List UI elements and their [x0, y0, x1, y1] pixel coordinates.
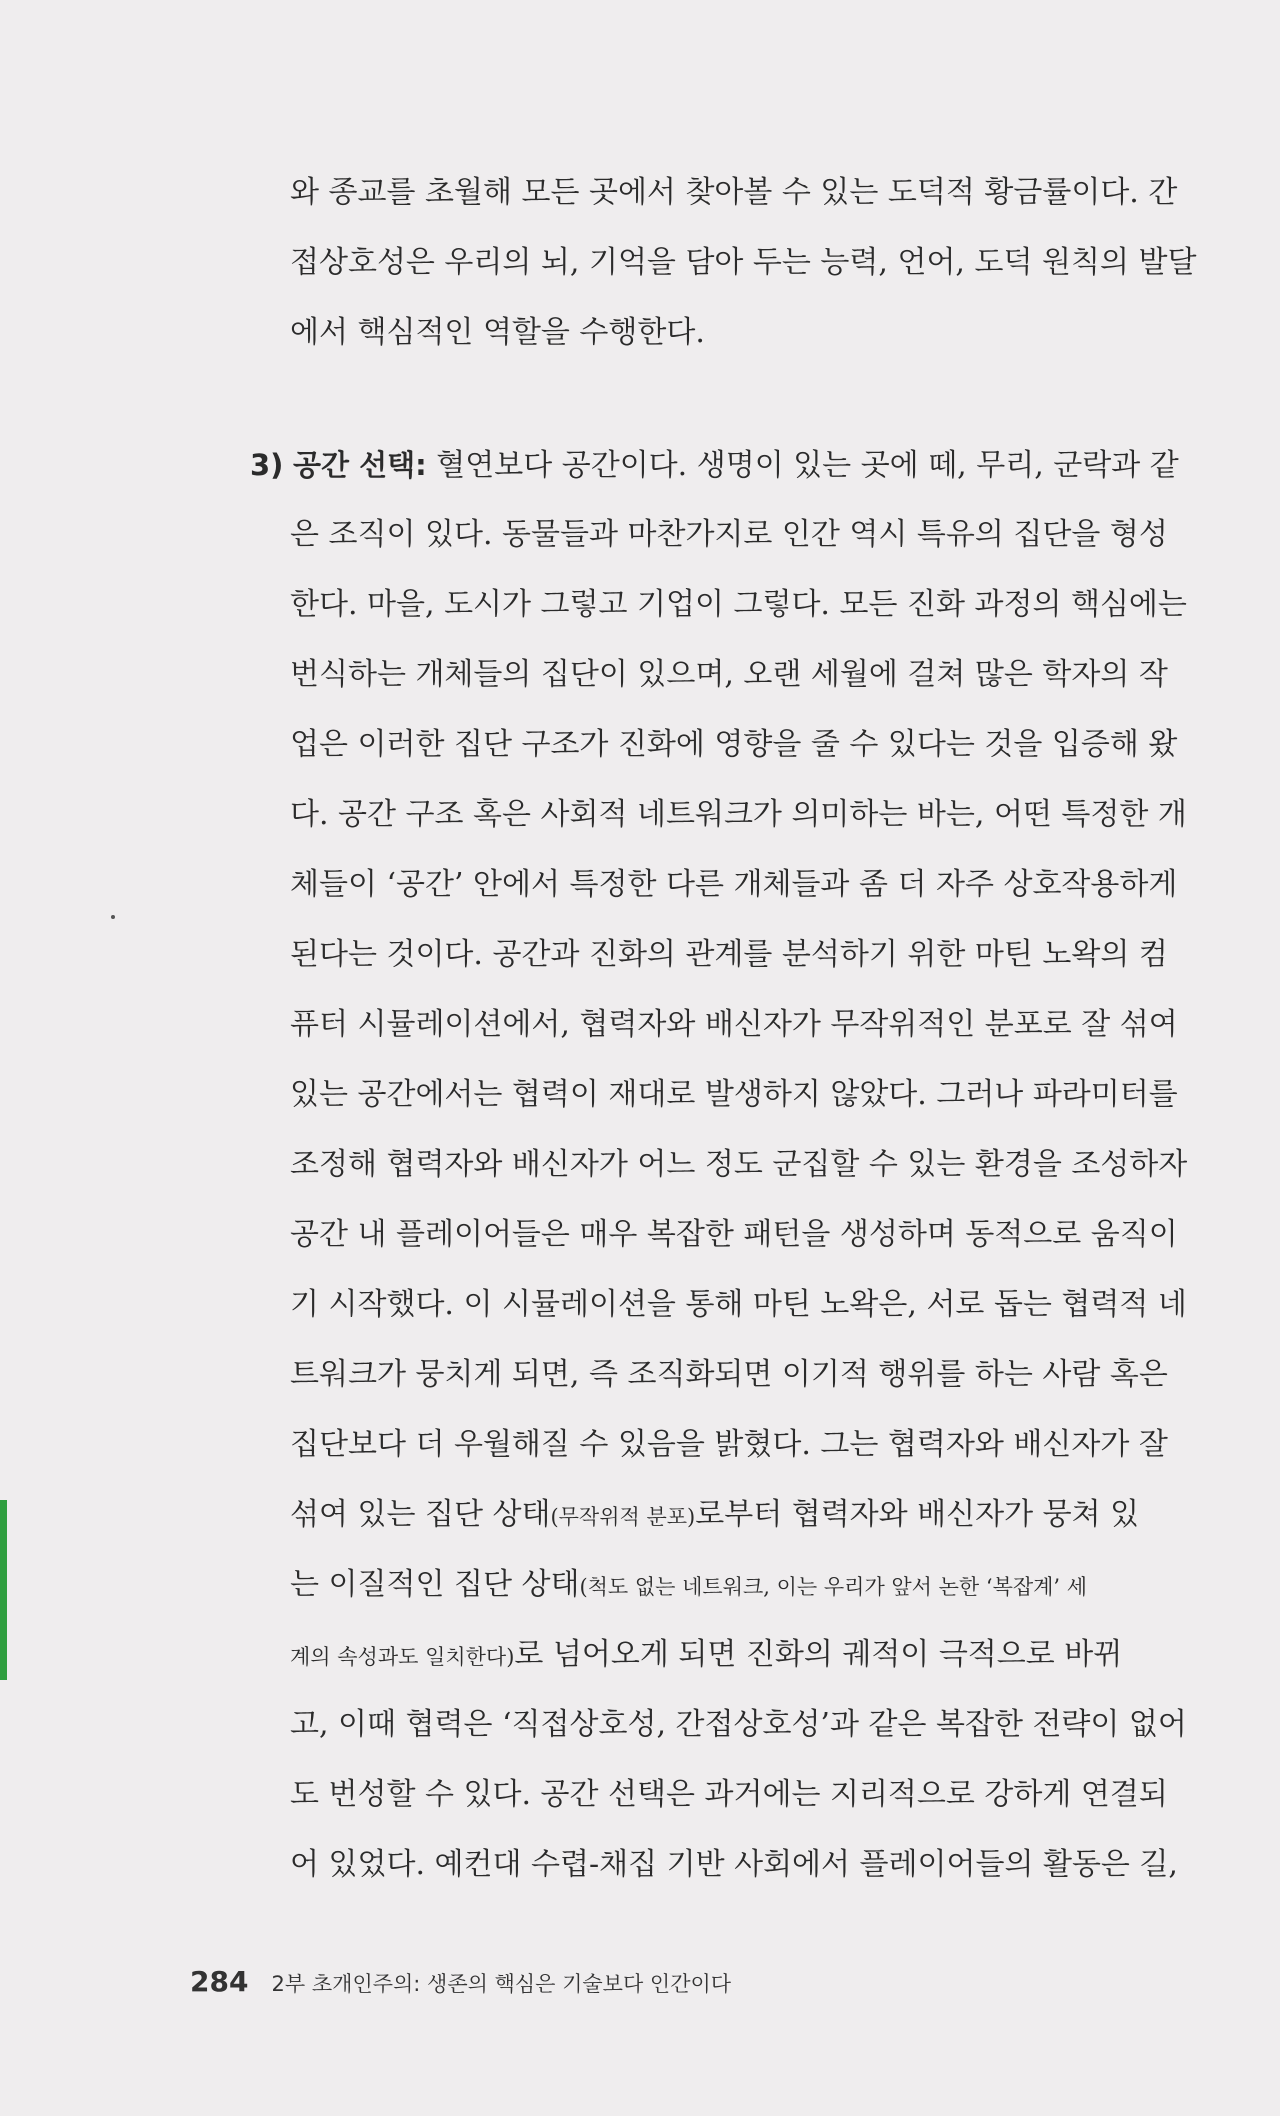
- spine-color-accent: [0, 1500, 7, 1680]
- text-line: 접상호성은 우리의 뇌, 기억을 담아 두는 능력, 언어, 도덕 원칙의 발달: [290, 245, 1197, 280]
- text-line: 있는 공간에서는 협력이 재대로 발생하지 않았다. 그러나 파라미터를: [290, 1077, 1178, 1112]
- text-line: 도 번성할 수 있다. 공간 선택은 과거에는 지리적으로 강하게 연결되: [290, 1777, 1168, 1812]
- lead-paragraph: [290, 158, 1197, 368]
- text-line: 에서 핵심적인 역할을 수행한다.: [290, 315, 705, 350]
- text-line-with-note: [250, 1480, 1170, 1550]
- item-number: 3): [250, 448, 284, 482]
- text-run: 로부터 협력자와 배신자가 뭉쳐 있: [695, 1497, 1140, 1532]
- text-line: 기 시작했다. 이 시뮬레이션을 통해 마틴 노왁은, 서로 돕는 협력적 네: [290, 1287, 1187, 1322]
- text-line: 체들이 ‘공간’ 안에서 특정한 다른 개체들과 좀 더 자주 상호작용하게: [290, 867, 1178, 902]
- text-run: 섞여 있는 집단 상태: [290, 1497, 551, 1532]
- item-first-line: [250, 430, 1179, 500]
- text-line: 업은 이러한 집단 구조가 진화에 영향을 줄 수 있다는 것을 입증해 왔: [290, 727, 1178, 762]
- text-line: 번식하는 개체들의 집단이 있으며, 오랜 세월에 걸쳐 많은 학자의 작: [290, 657, 1168, 692]
- text-line: 된다는 것이다. 공간과 진화의 관계를 분석하기 위한 마틴 노왁의 컴: [290, 937, 1168, 972]
- running-head: 2부 초개인주의: 생존의 핵심은 기술보다 인간이다: [271, 1972, 732, 1996]
- text-line: 와 종교를 초월해 모든 곳에서 찾아볼 수 있는 도덕적 황금률이다. 간: [290, 175, 1178, 210]
- text-line: 고, 이때 협력은 ‘직접상호성, 간접상호성’과 같은 복잡한 전략이 없어: [290, 1707, 1187, 1742]
- text-line: 공간 내 플레이어들은 매우 복잡한 패턴을 생성하며 동적으로 움직이: [290, 1217, 1178, 1252]
- text-run: 로 넘어오게 되면 진화의 궤적이 극적으로 바뀌: [514, 1637, 1123, 1672]
- item-heading: 공간 선택:: [292, 448, 427, 482]
- text-line: 트워크가 뭉치게 되면, 즉 조직화되면 이기적 행위를 하는 사람 혹은: [290, 1357, 1168, 1392]
- stray-dot: [111, 915, 115, 919]
- inline-note: 계의 속성과도 일치한다): [290, 1645, 515, 1669]
- text-line: 어 있었다. 예컨대 수렵-채집 기반 사회에서 플레이어들의 활동은 길,: [290, 1847, 1178, 1882]
- item-first-line-text: 혈연보다 공간이다. 생명이 있는 곳에 떼, 무리, 군락과 같: [436, 448, 1179, 483]
- text-line-with-note: [250, 1620, 1170, 1690]
- text-line: 조정해 협력자와 배신자가 어느 정도 군집할 수 있는 환경을 조성하자: [290, 1147, 1188, 1182]
- text-line: 다. 공간 구조 혹은 사회적 네트워크가 의미하는 바는, 어떤 특정한 개: [290, 797, 1187, 832]
- text-line: 퓨터 시뮬레이션에서, 협력자와 배신자가 무작위적인 분포로 잘 섞여: [290, 1007, 1178, 1042]
- text-line-with-note: [250, 1550, 1170, 1620]
- text-line: 한다. 마을, 도시가 그렇고 기업이 그렇다. 모든 진화 과정의 핵심에는: [290, 587, 1187, 622]
- page-number: 284: [190, 1965, 249, 1998]
- numbered-item-space-selection: [250, 430, 1188, 1900]
- inline-note: (무작위적 분포): [550, 1505, 696, 1529]
- text-line: 집단보다 더 우월해질 수 있음을 밝혔다. 그는 협력자와 배신자가 잘: [290, 1427, 1168, 1462]
- text-line: 은 조직이 있다. 동물들과 마찬가지로 인간 역시 특유의 집단을 형성: [290, 517, 1168, 552]
- inline-note: (척도 없는 네트워크, 이는 우리가 앞서 논한 ‘복잡계’ 세: [579, 1575, 1088, 1599]
- page-footer: [190, 1965, 731, 1998]
- text-run: 는 이질적인 집단 상태: [290, 1567, 580, 1602]
